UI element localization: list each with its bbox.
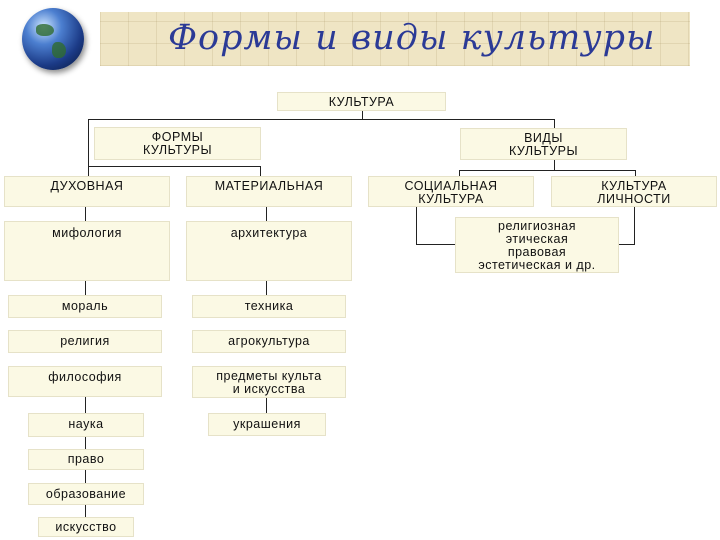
- personal-label-line1: КУЛЬТУРА: [601, 179, 667, 193]
- connector: [85, 437, 86, 449]
- globe-icon: [22, 8, 84, 70]
- personal-label-line2: ЛИЧНОСТИ: [597, 192, 671, 206]
- material-item: агрокультура: [192, 330, 346, 353]
- spiritual-box: [4, 176, 170, 207]
- spiritual-label: ДУХОВНАЯ: [50, 179, 124, 193]
- forms-box: [94, 127, 261, 160]
- page-title: Формы и виды культуры: [168, 18, 656, 58]
- types-box: [460, 128, 627, 160]
- material-box: [186, 176, 352, 207]
- spiritual-item: религия: [8, 330, 162, 353]
- spiritual-item: наука: [28, 413, 144, 437]
- types-label-line2: КУЛЬТУРЫ: [508, 144, 579, 158]
- connector: [266, 281, 267, 295]
- connector: [85, 281, 86, 295]
- spiritual-item: философия: [8, 366, 162, 397]
- material-item: техника: [192, 295, 346, 318]
- types-label-line1: ВИДЫ: [524, 131, 563, 145]
- subtypes-box: [455, 217, 619, 273]
- connector: [416, 207, 417, 245]
- connector: [88, 119, 554, 120]
- spiritual-item: образование: [28, 483, 144, 505]
- root-label: КУЛЬТУРА: [328, 95, 395, 109]
- forms-label-line1: ФОРМЫ: [151, 130, 204, 144]
- spiritual-item: мораль: [8, 295, 162, 318]
- connector: [459, 170, 635, 171]
- connector: [85, 207, 86, 221]
- connector: [618, 244, 635, 245]
- connector: [85, 397, 86, 413]
- material-item: предметы культа и искусства: [192, 366, 346, 398]
- material-item: украшения: [208, 413, 326, 436]
- subtype-item: правовая: [507, 245, 567, 259]
- spiritual-item: искусство: [38, 517, 134, 537]
- spiritual-item: мифология: [4, 221, 170, 281]
- connector: [634, 207, 635, 245]
- connector: [88, 119, 89, 167]
- connector: [266, 398, 267, 413]
- connector: [266, 207, 267, 221]
- connector: [416, 244, 456, 245]
- connector: [85, 505, 86, 517]
- material-item: архитектура: [186, 221, 352, 281]
- personal-box: [551, 176, 717, 207]
- social-label-line1: СОЦИАЛЬНАЯ: [404, 179, 498, 193]
- spiritual-item: право: [28, 449, 144, 470]
- social-label-line2: КУЛЬТУРА: [418, 192, 484, 206]
- social-box: [368, 176, 534, 207]
- subtype-item: религиозная: [498, 219, 576, 233]
- connector: [85, 470, 86, 483]
- forms-label-line2: КУЛЬТУРЫ: [142, 143, 213, 157]
- subtype-item: эстетическая и др.: [478, 258, 596, 272]
- connector: [88, 166, 260, 167]
- material-label: МАТЕРИАЛЬНАЯ: [214, 179, 324, 193]
- subtype-item: этическая: [505, 232, 569, 246]
- root-box: [277, 92, 446, 111]
